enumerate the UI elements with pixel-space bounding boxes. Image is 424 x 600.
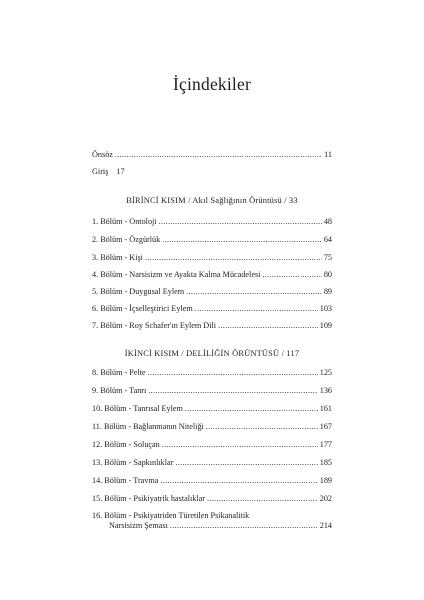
page-title: İçindekiler <box>173 74 251 94</box>
toc-entry-label-line-2: Narsisizm Şeması <box>109 521 168 530</box>
toc-entry-page: 11 <box>324 150 332 159</box>
toc-entry-label: 10. Bölüm - Tanrısal Eylem <box>92 404 183 413</box>
toc-entry-label: 3. Bölüm - Kişi <box>92 253 143 262</box>
toc-entry-page: 125 <box>319 368 332 377</box>
toc-entry-label: 5. Bölüm - Duygusal Eylem <box>92 287 185 296</box>
dot-leader <box>148 368 318 378</box>
toc-entry-page: 17 <box>116 167 125 176</box>
dot-leader <box>185 404 318 414</box>
toc-entry <box>92 404 332 414</box>
toc-entry-page: 136 <box>319 386 332 395</box>
toc-entry-page: 103 <box>319 304 332 313</box>
toc-entry <box>92 235 332 245</box>
section-heading-part-1: BİRİNCİ KISIM / Akıl Sağlığının Örüntüsü / 33 <box>126 196 298 205</box>
toc-entry-line-2 <box>92 521 332 531</box>
toc-entry-label: 11. Bölüm - Bağlanmanın Niteliği <box>92 422 204 431</box>
dot-leader <box>115 150 322 160</box>
toc-entry <box>92 287 332 297</box>
toc-entry-page: 64 <box>323 235 332 244</box>
dot-leader <box>206 422 318 432</box>
toc-entry <box>92 422 332 432</box>
toc-entry-label: Giriş <box>92 167 109 176</box>
toc-entry-page: 161 <box>319 404 332 413</box>
dot-leader <box>175 458 317 468</box>
dot-leader <box>262 270 321 280</box>
toc-entry-onsoz <box>92 150 332 160</box>
toc-entry-page: 177 <box>319 440 332 449</box>
toc-entry-page: 48 <box>323 217 332 226</box>
dot-leader <box>160 476 317 486</box>
toc-entry <box>92 476 332 486</box>
dot-leader <box>186 287 322 297</box>
dot-leader <box>148 386 317 396</box>
toc-entry-page: 202 <box>319 494 332 503</box>
toc-entry <box>92 440 332 450</box>
dot-leader <box>145 253 322 263</box>
dot-leader <box>159 217 322 227</box>
toc-entry <box>92 494 332 504</box>
toc-entry <box>92 368 332 378</box>
toc-entry-page: 80 <box>323 270 332 279</box>
toc-entry-label: 6. Bölüm - İçselleştirici Eylem <box>92 304 193 313</box>
toc-entry <box>92 304 332 314</box>
toc-entry <box>92 253 332 263</box>
toc-entry-label: 9. Bölüm - Tanrı <box>92 386 147 395</box>
toc-entry-page: 185 <box>319 458 332 467</box>
toc-entry-multiline <box>92 511 332 531</box>
toc-entry-page: 214 <box>319 521 332 530</box>
toc-entry <box>92 270 332 280</box>
toc-entry-label: 7. Bölüm - Roy Schafer'ın Eylem Dili <box>92 321 217 330</box>
toc-entry-label: 12. Bölüm - Soluçan <box>92 440 160 449</box>
toc-entry-page: 167 <box>319 422 332 431</box>
toc-entry-label: 8. Bölüm - Pelte <box>92 368 146 377</box>
dot-leader <box>162 440 318 450</box>
dot-leader <box>170 521 318 531</box>
toc-entry-giris <box>92 167 332 177</box>
toc-entry <box>92 458 332 468</box>
toc-entry-label: 4. Bölüm - Narsisizm ve Ayakta Kalma Mücadelesi <box>92 270 261 279</box>
toc-entry-label: 15. Bölüm - Psikiyatrik hastalıklar <box>92 494 206 503</box>
toc-entry-label: 1. Bölüm - Ontoloji <box>92 217 157 226</box>
toc-entry-label: Önsöz <box>92 150 113 159</box>
dot-leader <box>162 235 322 245</box>
toc-entry <box>92 386 332 396</box>
toc-entry-page: 89 <box>323 287 332 296</box>
toc-entry-page: 189 <box>319 476 332 485</box>
toc-entry-page: 109 <box>319 321 332 330</box>
dot-leader <box>207 494 318 504</box>
toc-entry-label: 2. Bölüm - Özgürlük <box>92 235 161 244</box>
dot-leader <box>218 321 318 331</box>
section-heading-part-2: İKİNCİ KISIM / DELİLİĞİN ÖRÜNTÜSÜ / 117 <box>124 349 300 358</box>
toc-entry-page: 75 <box>323 253 332 262</box>
toc-entry <box>92 321 332 331</box>
dot-leader <box>195 304 318 314</box>
toc-entry <box>92 217 332 227</box>
toc-entry-label: 14. Bölüm - Travma <box>92 476 159 485</box>
toc-entry-label: 13. Bölüm - Sapkınlıklar <box>92 458 174 467</box>
toc-entry-label-line-1: 16. Bölüm - Psikiyatriden Türetilen Psikanalitik <box>92 511 250 520</box>
